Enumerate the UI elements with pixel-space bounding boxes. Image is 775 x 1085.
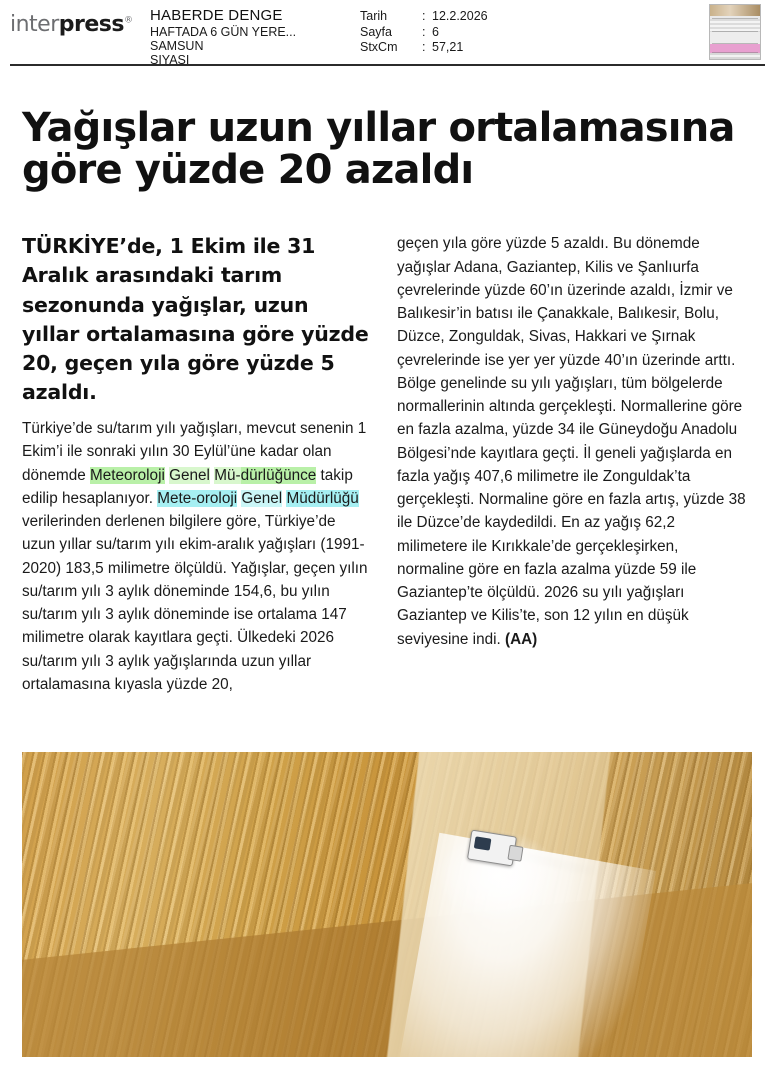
metadata-colon: : bbox=[422, 40, 426, 55]
left-column-text bbox=[22, 417, 371, 696]
metadata-row-page bbox=[360, 25, 580, 41]
metadata-key-stxcm: StxCm bbox=[360, 40, 398, 55]
highlight-oroloji: oroloji bbox=[196, 489, 238, 507]
highlight-genel-2: Genel bbox=[241, 489, 283, 507]
logo-text-part1: inter bbox=[10, 12, 59, 37]
metadata-key-page: Sayfa bbox=[360, 24, 392, 39]
left-text-part2: takip edilip hesaplanıyor. bbox=[22, 466, 353, 507]
article-body bbox=[0, 222, 775, 696]
clipping-header bbox=[0, 0, 775, 67]
metadata-colon: : bbox=[422, 24, 426, 39]
highlight-durlugunce: dürlüğünce bbox=[240, 466, 317, 484]
right-column-text bbox=[397, 232, 746, 651]
publication-city: SAMSUN bbox=[150, 38, 204, 53]
logo-text-part2: press bbox=[58, 12, 124, 37]
left-text-part1: Türkiye’de su/tarım yılı yağışları, mevcut senenin 1 Ekim’i ile sonraki yılın 30 Eylül’üne kadar olan dönemde bbox=[22, 420, 367, 484]
article-photo bbox=[22, 752, 752, 1057]
publication-name: HABERDE DENGE bbox=[150, 7, 283, 24]
publication-type: SIYASI bbox=[150, 52, 190, 67]
metadata-value-page: 6 bbox=[432, 24, 439, 39]
right-column bbox=[397, 232, 746, 696]
metadata-value-date: 12.2.2026 bbox=[432, 9, 488, 23]
article-lede: TÜRKİYE’de, 1 Ekim ile 31 Aralık arasındaki tarım sezonunda yağışlar, uzun yıllar ortalamasına göre yüzde 20, geçen yıla göre yüzde 5 azaldı. bbox=[22, 234, 369, 404]
page-thumbnail bbox=[709, 4, 761, 60]
left-column bbox=[22, 232, 371, 696]
highlight-mudurlugu: Müdürlüğü bbox=[286, 489, 359, 507]
publication-subtitle: HAFTADA 6 GÜN YERE... bbox=[150, 24, 297, 39]
news-agency-source: (AA) bbox=[504, 630, 538, 648]
highlight-mete: Mete- bbox=[157, 489, 197, 507]
interpress-logo bbox=[10, 6, 150, 37]
registered-trademark-icon: ® bbox=[123, 15, 133, 26]
metadata-row-date bbox=[360, 9, 580, 25]
metadata-value-stxcm: 57,21 bbox=[432, 40, 464, 55]
article-headline: Yağışlar uzun yıllar ortalamasına göre yüzde 20 azaldı bbox=[22, 104, 735, 194]
right-text-body: geçen yıla göre yüzde 5 azaldı. Bu dönemde yağışlar Adana, Gaziantep, Kilis ve Şanlıurfa çevrelerinde yüzde 60’ın üzerinde azaldı, İzmir ve Balıkesir’in batısı ile Çanakkale, Balıkesir, Bolu, Düzce, Zonguldak, Sivas, Hakkari ve Şırnak çevrelerinde ise yer yer yüzde 40’ın üzerinde arttı. Bölge genelinde su yılı yağışları, tüm bölgelerde normallerinin altında gerçekleşti. Normallerine göre en fazla azalma, yüzde 34 ile Güneydoğu Anadolu Bölgesi’nde kayıtlara geçti. İl geneli yağışlarda en fazla yağış 407,6 milimetre ile Zonguldak’ta gerçekleşti. Normaline göre en fazla artış, yüzde 38 ile Düzce’de kaydedildi. En az yağış 62,2 milimetere ile Kırıkkale’de gerçekleşirken, normaline göre en fazla azalma yüzde 59 ile Gaziantep’te ölçüldü. 2026 su yılı yağışları Gaziantep ve Kilis’te, son 12 yılın en düşük seviyesine indi. bbox=[397, 235, 746, 648]
header-divider bbox=[10, 64, 765, 66]
metadata-colon: : bbox=[422, 9, 426, 23]
metadata-key-date: Tarih bbox=[360, 9, 388, 23]
highlight-genel: Genel bbox=[169, 466, 210, 484]
metadata-row-stxcm bbox=[360, 40, 580, 56]
highlight-mu: Mü- bbox=[214, 466, 241, 484]
clipping-metadata bbox=[360, 6, 580, 56]
highlight-meteoroloji: Meteoroloji bbox=[90, 466, 165, 484]
left-text-part3: verilerinden derlenen bilgilere göre, Türkiye’de uzun yıllar su/tarım yılı ekim-aralık yağışları (1991-2020) 183,5 milimetre ölçüldü. Yağışlar, geçen yılın su/tarım yılı 3 aylık döneminde 154,6, bu yılın su/tarım yılı 3 aylık döneminde ise ortalama 147 milimetre olarak kayıtlara geçti. Ülkedeki 2026 su/tarım yılı 3 aylık yağışlarında uzun yıllar ortalamasına kıyasla yüzde 20, bbox=[22, 513, 368, 693]
publication-info bbox=[150, 6, 360, 67]
